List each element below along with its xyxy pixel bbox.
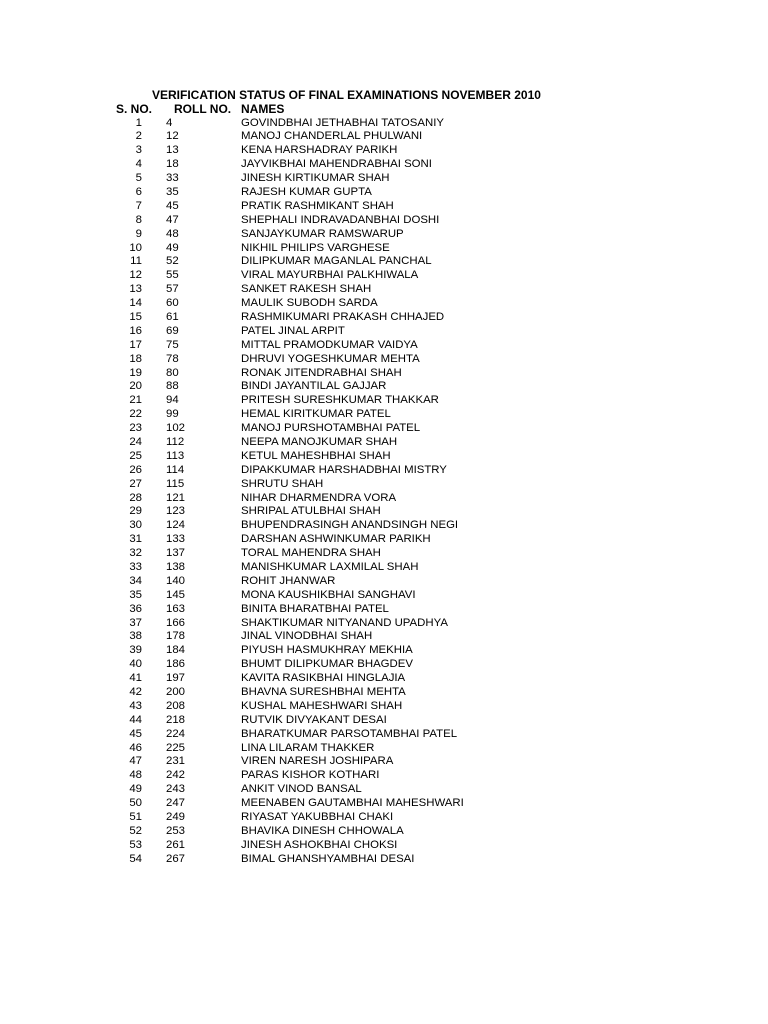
cell-roll-no: 231 [166,755,186,768]
cell-roll-no: 75 [166,338,179,351]
cell-sno: 34 [129,574,142,587]
cell-sno: 23 [129,422,142,435]
header-sno: S. NO. [116,102,153,116]
cell-name: MANISHKUMAR LAXMILAL SHAH [241,561,419,573]
table-row [0,519,768,533]
cell-sno: 8 [135,213,142,226]
cell-roll-no: 166 [166,616,186,629]
table-row [0,617,768,631]
table-row [0,311,768,325]
table-row [0,200,768,214]
cell-sno: 37 [129,616,142,629]
cell-roll-no: 94 [166,394,179,407]
cell-roll-no: 57 [166,283,179,296]
cell-sno: 41 [129,672,142,685]
cell-sno: 42 [129,686,142,699]
table-row [0,228,768,242]
cell-roll-no: 113 [166,449,185,462]
cell-roll-no: 52 [166,255,179,268]
cell-name: RONAK JITENDRABHAI SHAH [241,366,402,379]
cell-roll-no: 137 [166,547,186,560]
cell-name: KETUL MAHESHBHAI SHAH [241,449,391,462]
cell-sno: 29 [129,505,142,518]
cell-name: BHUPENDRASINGH ANANDSINGH NEGI [241,519,459,532]
table-row [0,353,768,367]
cell-name: SHEPHALI INDRAVADANBHAI DOSHI [241,213,440,226]
cell-sno: 17 [129,338,142,351]
cell-name: BHAVNA SURESHBHAI MEHTA [241,686,406,699]
cell-sno: 32 [129,547,142,560]
table-row [0,839,768,853]
table-row [0,297,768,311]
cell-name: KENA HARSHADRAY PARIKH [241,144,398,157]
table-row [0,339,768,353]
table-row [0,172,768,186]
cell-name: JAYVIKBHAI MAHENDRABHAI SONI [241,158,432,171]
cell-name: DHRUVI YOGESHKUMAR MEHTA [241,352,420,365]
cell-roll-no: 33 [166,172,179,185]
table-row [0,769,768,783]
cell-roll-no: 114 [166,463,185,476]
cell-name: RAJESH KUMAR GUPTA [241,185,372,198]
cell-roll-no: 112 [166,435,185,448]
cell-sno: 46 [129,741,142,754]
table-row [0,644,768,658]
cell-sno: 51 [129,811,142,824]
table-row [0,589,768,603]
cell-sno: 16 [129,324,142,337]
cell-name: ROHIT JHANWAR [241,574,336,587]
table-row [0,728,768,742]
cell-roll-no: 4 [166,116,173,129]
cell-roll-no: 55 [166,269,179,282]
cell-sno: 54 [129,852,142,865]
table-row [0,783,768,797]
cell-name: GOVINDBHAI JETHABHAI TATOSANIY [241,116,444,129]
cell-name: JINESH KIRTIKUMAR SHAH [241,172,390,185]
cell-sno: 3 [135,144,142,157]
cell-sno: 36 [129,602,142,615]
table-row [0,700,768,714]
cell-name: HEMAL KIRITKUMAR PATEL [241,408,391,421]
cell-sno: 47 [129,755,142,768]
cell-name: KUSHAL MAHESHWARI SHAH [241,699,403,712]
table-row [0,686,768,700]
cell-sno: 22 [129,408,142,421]
cell-sno: 33 [129,561,142,573]
cell-sno: 39 [129,644,142,657]
cell-roll-no: 242 [166,769,186,782]
cell-roll-no: 133 [166,533,186,546]
cell-name: VIRAL MAYURBHAI PALKHIWALA [241,269,419,282]
header-names: NAMES [241,102,285,116]
table-row [0,630,768,644]
table-row [0,450,768,464]
cell-name: LINA LILARAM THAKKER [241,741,375,754]
table-row [0,464,768,478]
cell-roll-no: 13 [166,144,179,157]
cell-sno: 13 [129,283,142,296]
cell-name: VIREN NARESH JOSHIPARA [241,755,394,768]
cell-sno: 18 [129,352,142,365]
cell-name: DARSHAN ASHWINKUMAR PARIKH [241,533,431,546]
cell-name: MANOJ PURSHOTAMBHAI PATEL [241,422,421,435]
cell-roll-no: 249 [166,811,186,824]
cell-sno: 11 [130,255,142,268]
cell-sno: 19 [129,366,142,379]
cell-sno: 25 [129,449,142,462]
cell-roll-no: 178 [166,630,186,643]
cell-name: BHARATKUMAR PARSOTAMBHAI PATEL [241,727,458,740]
cell-roll-no: 48 [166,227,179,240]
cell-roll-no: 18 [166,158,179,171]
cell-roll-no: 47 [166,213,179,226]
cell-sno: 45 [129,727,142,740]
cell-name: MONA KAUSHIKBHAI SANGHAVI [241,588,416,601]
cell-sno: 7 [135,199,142,212]
cell-roll-no: 163 [166,602,186,615]
cell-roll-no: 121 [166,491,186,504]
cell-sno: 43 [129,699,142,712]
cell-roll-no: 35 [166,185,179,198]
cell-sno: 4 [135,158,142,171]
cell-sno: 44 [129,713,142,726]
cell-name: RASHMIKUMARI PRAKASH CHHAJED [241,310,445,323]
cell-name: DILIPKUMAR MAGANLAL PANCHAL [241,255,432,268]
cell-sno: 14 [129,297,142,310]
table-row [0,825,768,839]
cell-sno: 40 [129,658,142,671]
table-row [0,408,768,422]
cell-roll-no: 208 [166,699,186,712]
cell-name: SANJAYKUMAR RAMSWARUP [241,227,404,240]
table-row [0,561,768,575]
cell-name: JINAL VINODBHAI SHAH [241,630,373,643]
cell-roll-no: 218 [166,713,186,726]
table-row [0,533,768,547]
cell-roll-no: 123 [166,505,186,518]
cell-name: SANKET RAKESH SHAH [241,283,372,296]
table-row [0,714,768,728]
cell-roll-no: 99 [166,408,179,421]
table-row [0,394,768,408]
cell-sno: 26 [129,463,142,476]
document-title: VERIFICATION STATUS OF FINAL EXAMINATIONS NOVEMBER 2010 [152,88,541,102]
table-row [0,117,768,131]
cell-name: NIHAR DHARMENDRA VORA [241,491,397,504]
table-row [0,742,768,756]
cell-name: SHRIPAL ATULBHAI SHAH [241,505,381,518]
table-row [0,547,768,561]
cell-name: NEEPA MANOJKUMAR SHAH [241,435,398,448]
table-row [0,380,768,394]
cell-name: JINESH ASHOKBHAI CHOKSI [241,838,398,851]
cell-roll-no: 60 [166,297,179,310]
cell-name: NIKHIL PHILIPS VARGHESE [241,241,390,254]
cell-sno: 6 [135,185,142,198]
cell-name: MAULIK SUBODH SARDA [241,297,378,310]
cell-sno: 20 [129,380,142,393]
table-row [0,436,768,450]
cell-sno: 2 [135,130,142,143]
cell-name: BHUMT DILIPKUMAR BHAGDEV [241,658,413,671]
cell-roll-no: 186 [166,658,186,671]
table-row [0,658,768,672]
cell-name: RUTVIK DIVYAKANT DESAI [241,713,387,726]
table-row [0,186,768,200]
table-row [0,603,768,617]
cell-sno: 50 [129,797,142,810]
table-row [0,130,768,144]
cell-roll-no: 261 [166,838,186,851]
cell-name: PRITESH SURESHKUMAR THAKKAR [241,394,439,407]
cell-name: BINITA BHARATBHAI PATEL [241,602,389,615]
cell-name: RIYASAT YAKUBBHAI CHAKI [241,811,394,824]
cell-sno: 5 [135,172,142,185]
table-row [0,367,768,381]
cell-sno: 35 [129,588,142,601]
table-row [0,422,768,436]
cell-roll-no: 197 [166,672,186,685]
table-row [0,242,768,256]
cell-sno: 53 [129,838,142,851]
cell-sno: 1 [135,116,142,129]
cell-roll-no: 61 [166,310,179,323]
table-row [0,575,768,589]
cell-roll-no: 243 [166,783,186,796]
table-body [0,117,768,867]
cell-sno: 38 [129,630,142,643]
cell-roll-no: 247 [166,797,186,810]
cell-name: PATEL JINAL ARPIT [241,324,345,337]
cell-roll-no: 267 [166,852,186,865]
cell-sno: 27 [129,477,142,490]
table-row [0,797,768,811]
cell-name: BINDI JAYANTILAL GAJJAR [241,380,387,393]
cell-name: SHRUTU SHAH [241,477,324,490]
cell-sno: 9 [135,227,142,240]
table-row [0,478,768,492]
cell-name: DIPAKKUMAR HARSHADBHAI MISTRY [241,463,447,476]
cell-name: BHAVIKA DINESH CHHOWALA [241,824,404,837]
cell-roll-no: 49 [166,241,179,254]
cell-roll-no: 225 [166,741,186,754]
table-row [0,255,768,269]
table-row [0,158,768,172]
cell-roll-no: 102 [166,422,186,435]
cell-roll-no: 145 [166,588,186,601]
cell-sno: 31 [129,533,142,546]
cell-sno: 48 [129,769,142,782]
cell-name: ANKIT VINOD BANSAL [241,783,362,796]
cell-roll-no: 69 [166,324,179,337]
header-roll-no: ROLL NO. [174,102,232,116]
cell-sno: 30 [129,519,142,532]
cell-sno: 52 [129,824,142,837]
table-row [0,144,768,158]
table-row [0,853,768,867]
cell-roll-no: 88 [166,380,179,393]
cell-sno: 15 [129,310,142,323]
table-row [0,755,768,769]
table-row [0,269,768,283]
cell-name: PIYUSH HASMUKHRAY MEKHIA [241,644,413,657]
cell-roll-no: 12 [166,130,179,143]
table-header [0,102,768,116]
cell-sno: 12 [129,269,142,282]
cell-roll-no: 124 [166,519,186,532]
cell-sno: 10 [129,241,142,254]
cell-name: MEENABEN GAUTAMBHAI MAHESHWARI [241,797,464,810]
cell-name: PARAS KISHOR KOTHARI [241,769,380,782]
table-row [0,214,768,228]
cell-roll-no: 138 [166,561,186,573]
table-row [0,325,768,339]
cell-name: MITTAL PRAMODKUMAR VAIDYA [241,338,418,351]
table-row [0,672,768,686]
cell-name: BIMAL GHANSHYAMBHAI DESAI [241,852,415,865]
cell-roll-no: 224 [166,727,186,740]
cell-sno: 24 [129,435,142,448]
cell-roll-no: 78 [166,352,179,365]
cell-roll-no: 45 [166,199,179,212]
cell-name: SHAKTIKUMAR NITYANAND UPADHYA [241,616,448,629]
cell-name: PRATIK RASHMIKANT SHAH [241,199,394,212]
table-row [0,811,768,825]
cell-sno: 21 [129,394,142,407]
cell-name: TORAL MAHENDRA SHAH [241,547,381,560]
cell-sno: 49 [129,783,142,796]
cell-sno: 28 [129,491,142,504]
table-row [0,505,768,519]
cell-name: MANOJ CHANDERLAL PHULWANI [241,130,423,143]
cell-roll-no: 115 [166,477,185,490]
cell-roll-no: 200 [166,686,186,699]
cell-roll-no: 253 [166,824,186,837]
cell-name: KAVITA RASIKBHAI HINGLAJIA [241,672,406,685]
cell-roll-no: 184 [166,644,186,657]
table-row [0,283,768,297]
table-row [0,492,768,506]
cell-roll-no: 140 [166,574,186,587]
cell-roll-no: 80 [166,366,179,379]
